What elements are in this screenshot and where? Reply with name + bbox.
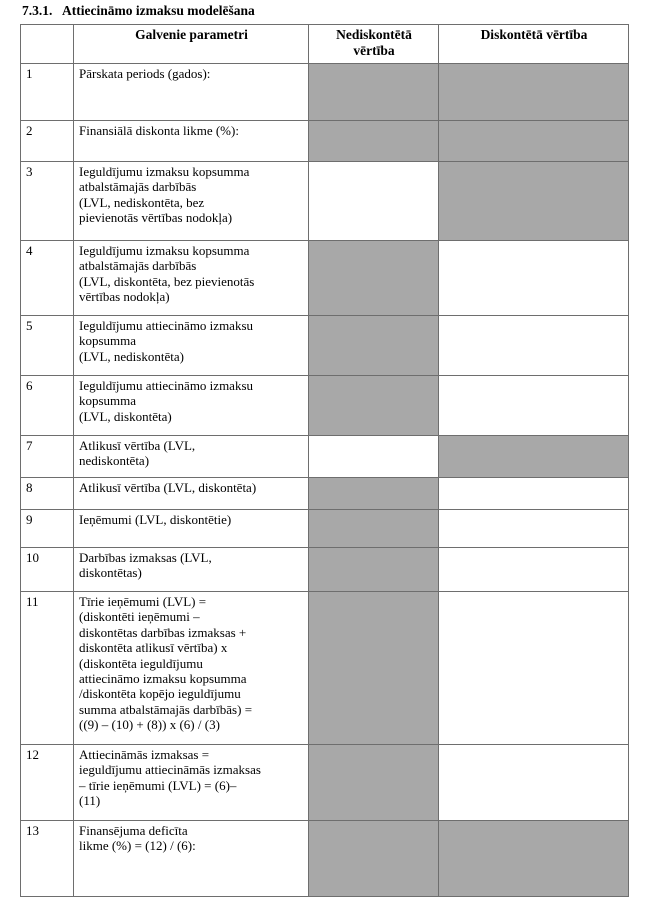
column-header-number	[21, 25, 74, 64]
cell-discounted-value[interactable]	[439, 376, 629, 436]
cell-discounted-value[interactable]	[439, 592, 629, 745]
model-table-wrapper	[20, 24, 628, 897]
parameter-line: atbalstāmajās darbībās	[79, 179, 197, 195]
row-number: 10	[21, 548, 74, 592]
parameter-line: /diskontēta kopējo ieguldījumu	[79, 686, 241, 702]
parameter-line: diskontētas darbības izmaksas +	[79, 624, 247, 640]
parameter-line: Ieguldījumu izmaksu kopsumma	[79, 243, 250, 258]
parameter-line: likme (%) = (12) / (6):	[79, 838, 196, 854]
section-heading	[22, 3, 622, 19]
cell-undiscounted-value[interactable]	[309, 478, 439, 510]
cell-undiscounted-value[interactable]	[309, 121, 439, 162]
row-number: 11	[21, 592, 74, 745]
row-parameter	[74, 510, 309, 548]
cell-discounted-value[interactable]	[439, 241, 629, 316]
row-parameter	[74, 745, 309, 821]
cell-discounted-value[interactable]	[439, 436, 629, 478]
cell-undiscounted-value[interactable]	[309, 510, 439, 548]
cell-undiscounted-value[interactable]	[309, 821, 439, 897]
parameter-line: Attiecināmās izmaksas =	[79, 747, 210, 762]
table-row	[21, 316, 629, 376]
table-row	[21, 436, 629, 478]
parameter-line: (diskontēti ieņēmumi –	[79, 609, 200, 625]
row-number: 1	[21, 64, 74, 121]
cell-discounted-value[interactable]	[439, 745, 629, 821]
cell-undiscounted-value[interactable]	[309, 241, 439, 316]
parameter-line: (11)	[79, 793, 101, 809]
parameter-line: pievienotās vērtības nodokļa)	[79, 210, 233, 226]
table-row	[21, 64, 629, 121]
table-row	[21, 162, 629, 241]
cell-discounted-value[interactable]	[439, 162, 629, 241]
row-number: 7	[21, 436, 74, 478]
eligible-costs-model-table	[20, 24, 629, 897]
column-header-undiscounted-line1: Nediskontētā	[336, 27, 412, 42]
row-number: 8	[21, 478, 74, 510]
table-row	[21, 376, 629, 436]
parameter-line: Atlikusī vērtība (LVL, diskontēta)	[79, 480, 257, 495]
parameter-line: Ieņēmumi (LVL, diskontētie)	[79, 512, 232, 527]
column-header-parameters: Galvenie parametri	[74, 25, 309, 64]
row-number: 5	[21, 316, 74, 376]
row-parameter	[74, 316, 309, 376]
table-body	[21, 64, 629, 897]
parameter-line: Tīrie ieņēmumi (LVL) =	[79, 594, 207, 609]
cell-undiscounted-value[interactable]	[309, 162, 439, 241]
section-title: Attiecināmo izmaksu modelēšana	[62, 3, 255, 18]
parameter-line: (LVL, nediskontēta)	[79, 348, 184, 364]
parameter-line: atbalstāmajās darbībās	[79, 258, 197, 274]
parameter-line: kopsumma	[79, 393, 137, 409]
row-parameter	[74, 436, 309, 478]
cell-discounted-value[interactable]	[439, 548, 629, 592]
row-number: 4	[21, 241, 74, 316]
row-number: 9	[21, 510, 74, 548]
parameter-line: Ieguldījumu attiecināmo izmaksu	[79, 318, 254, 333]
table-row	[21, 548, 629, 592]
row-number: 13	[21, 821, 74, 897]
table-row	[21, 478, 629, 510]
row-parameter	[74, 121, 309, 162]
cell-discounted-value[interactable]	[439, 64, 629, 121]
parameter-line: (LVL, diskontēta)	[79, 408, 172, 424]
parameter-line: (diskontēta ieguldījumu	[79, 655, 203, 671]
row-number: 2	[21, 121, 74, 162]
parameter-line: ((9) – (10) + (8)) x (6) / (3)	[79, 717, 220, 733]
row-parameter	[74, 478, 309, 510]
cell-undiscounted-value[interactable]	[309, 64, 439, 121]
cell-undiscounted-value[interactable]	[309, 548, 439, 592]
cell-undiscounted-value[interactable]	[309, 376, 439, 436]
row-number: 6	[21, 376, 74, 436]
column-header-undiscounted-line2: vērtība	[353, 43, 395, 58]
section-number: 7.3.1.	[22, 3, 53, 18]
cell-undiscounted-value[interactable]	[309, 316, 439, 376]
row-number: 3	[21, 162, 74, 241]
parameter-line: attiecināmo izmaksu kopsumma	[79, 671, 247, 687]
cell-discounted-value[interactable]	[439, 510, 629, 548]
parameter-line: Finansējuma deficīta	[79, 823, 188, 838]
cell-discounted-value[interactable]	[439, 478, 629, 510]
table-header-row	[21, 25, 629, 64]
cell-undiscounted-value[interactable]	[309, 592, 439, 745]
table-row	[21, 592, 629, 745]
parameter-line: Ieguldījumu izmaksu kopsumma	[79, 164, 250, 179]
parameter-line: nediskontēta)	[79, 453, 150, 469]
parameter-line: vērtības nodokļa)	[79, 289, 170, 305]
parameter-line: kopsumma	[79, 333, 137, 349]
row-parameter	[74, 376, 309, 436]
row-parameter	[74, 592, 309, 745]
cell-discounted-value[interactable]	[439, 821, 629, 897]
table-row	[21, 745, 629, 821]
table-row	[21, 510, 629, 548]
table-row	[21, 121, 629, 162]
row-parameter	[74, 162, 309, 241]
cell-discounted-value[interactable]	[439, 316, 629, 376]
table-row	[21, 821, 629, 897]
parameter-line: Darbības izmaksas (LVL,	[79, 550, 212, 565]
column-header-undiscounted	[309, 25, 439, 64]
parameter-line: diskontētas)	[79, 565, 142, 581]
column-header-discounted: Diskontētā vērtība	[439, 25, 629, 64]
row-parameter	[74, 241, 309, 316]
parameter-line: (LVL, diskontēta, bez pievienotās	[79, 273, 255, 289]
row-parameter	[74, 821, 309, 897]
parameter-line: Finansiālā diskonta likme (%):	[79, 123, 239, 138]
parameter-line: diskontēta atlikusī vērtība) x	[79, 640, 228, 656]
parameter-line: Atlikusī vērtība (LVL,	[79, 438, 196, 453]
parameter-line: (LVL, nediskontēta, bez	[79, 194, 205, 210]
table-header	[21, 25, 629, 64]
row-parameter	[74, 64, 309, 121]
parameter-line: Pārskata periods (gados):	[79, 66, 211, 81]
parameter-line: Ieguldījumu attiecināmo izmaksu	[79, 378, 254, 393]
cell-undiscounted-value[interactable]	[309, 745, 439, 821]
cell-discounted-value[interactable]	[439, 121, 629, 162]
cell-undiscounted-value[interactable]	[309, 436, 439, 478]
row-parameter	[74, 548, 309, 592]
parameter-line: – tīrie ieņēmumi (LVL) = (6)–	[79, 777, 237, 793]
parameter-line: ieguldījumu attiecināmās izmaksas	[79, 762, 261, 778]
table-row	[21, 241, 629, 316]
row-number: 12	[21, 745, 74, 821]
parameter-line: summa atbalstāmajās darbībās) =	[79, 701, 253, 717]
